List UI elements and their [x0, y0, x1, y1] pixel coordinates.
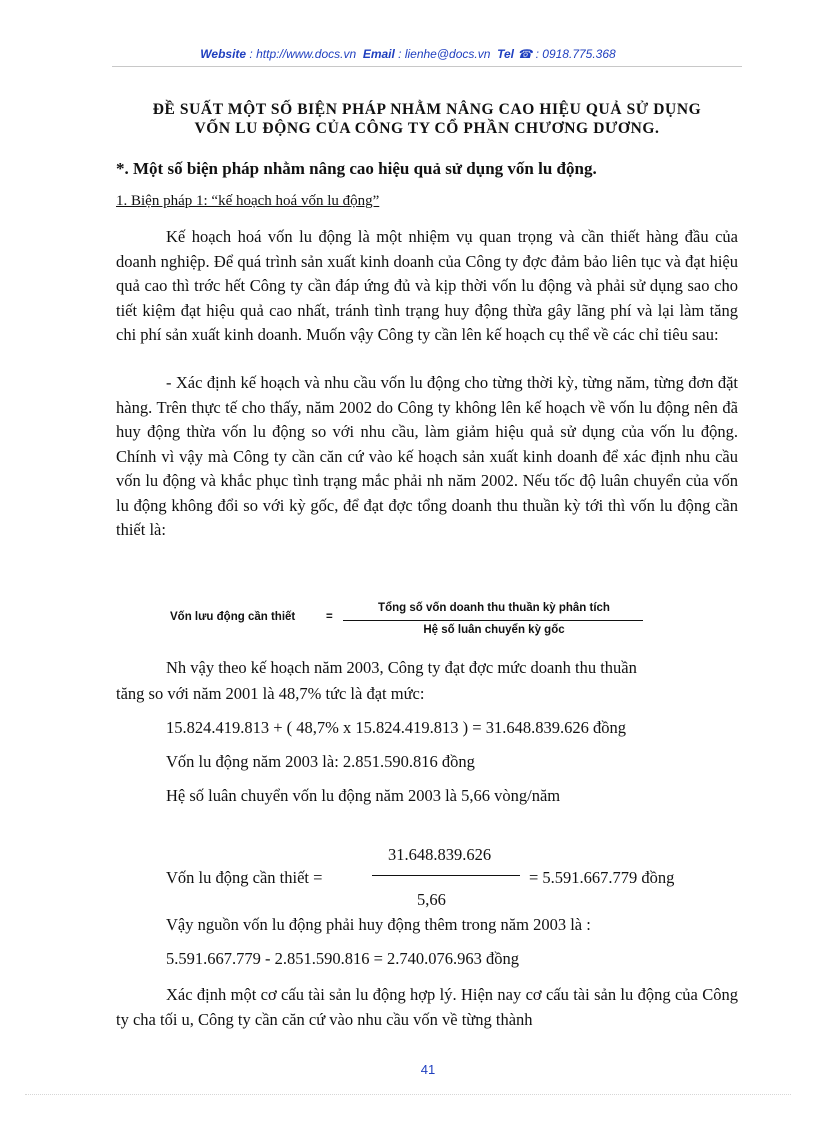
turnover-ratio-2003: Hệ số luân chuyển vốn lu động năm 2003 là 5,66 vòng/năm	[166, 786, 561, 805]
website-label: Website	[200, 47, 247, 61]
footer-divider	[25, 1094, 791, 1095]
formula-lhs: Vốn lưu động cần thiết	[170, 611, 296, 623]
paragraph-asset-structure: Xác định một cơ cấu tài sản lu động hợp lý. Hiện nay cơ cấu tài sản lu động của Công ty cha tối u, Công ty cần căn cứ vào nhu cầu vốn về từng thành	[116, 985, 738, 1029]
additional-capital-text: Vậy nguồn vốn lu động phải huy động thêm trong năm 2003 là :	[166, 915, 591, 934]
formula-fraction-bar	[343, 620, 643, 621]
plan-text-line-2: tăng so với năm 2001 là 48,7% tức là đạt mức:	[116, 684, 425, 703]
tel-value: : 0918.775.368	[532, 47, 616, 61]
header-divider	[112, 66, 742, 67]
tel-label: Tel	[497, 47, 514, 61]
paragraph-planning: Kế hoạch hoá vốn lu động là một nhiệm vụ quan trọng và cần thiết hàng đầu của doanh nghiệp. Để quá trình sản xuất kinh doanh của Công ty đợc đảm bảo liên tục và đạt hiệu quả cao thì trớc hết Công ty cần đáp ứng đủ và kịp thời vốn lu động và phải sử dụng sao cho tiết kiệm đạt hiệu quả cao nhất, tránh tình trạng huy động thừa gây lãng phí và lại làm tăng chi phí sản xuất kinh doanh. Muốn vậy Công ty cần lên kế hoạch cụ thể về các chỉ tiêu sau:	[116, 227, 738, 344]
website-value[interactable]: : http://www.docs.vn	[246, 47, 357, 61]
calc-denominator: 5,66	[417, 890, 446, 909]
page-header	[0, 47, 816, 61]
measure-subheading: 1. Biện pháp 1: “kế hoạch hoá vốn lu động”	[116, 193, 380, 209]
formula-denominator: Hệ số luân chuyển kỳ gốc	[423, 624, 565, 636]
calc-fraction-bar	[372, 875, 520, 876]
document-title-line-1: ĐỀ SUẤT MỘT SỐ BIỆN PHÁP NHẰM NÂNG CAO HIỆU QUẢ SỬ DỤNG	[152, 101, 702, 118]
additional-capital-calculation: 5.591.667.779 - 2.851.590.816 = 2.740.076.963 đồng	[166, 949, 520, 968]
plan-text-line-1: Nh vậy theo kế hoạch năm 2003, Công ty đạt đợc mức doanh thu thuần	[166, 658, 637, 677]
formula-numerator: Tổng số vốn doanh thu thuần kỳ phân tích	[378, 602, 610, 614]
email-value[interactable]: : lienhe@docs.vn	[394, 47, 491, 61]
formula-equals: =	[326, 611, 333, 623]
paragraph-determine-plan: - Xác định kế hoạch và nhu cầu vốn lu động cho từng thời kỳ, từng năm, từng đơn đặt hàng. Trên thực tế cho thấy, năm 2002 do Công ty không lên kế hoạch về vốn lu động nên đã huy động thừa vốn lu động so với nhu cầu, làm giảm hiệu quả sử dụng của vốn lu động. Chính vì vậy mà Công ty cần căn cứ vào kế hoạch sản xuất kinh doanh để xác định nhu cầu vốn lu động và khắc phục tình trạng mắc phải nh năm 2002. Nếu tốc độ luân chuyển của vốn lu động không đổi so với kỳ gốc, để đạt đợc tổng doanh thu thuần kỳ tới thì vốn lu động cần thiết là:	[116, 373, 738, 539]
working-capital-2003: Vốn lu động năm 2003 là: 2.851.590.816 đồng	[166, 752, 475, 771]
calc-result: = 5.591.667.779 đồng	[529, 868, 675, 887]
page-number: 41	[420, 1062, 436, 1077]
phone-icon: ☎	[517, 47, 533, 61]
document-title-line-2: VỐN LU ĐỘNG CỦA CÔNG TY CỔ PHẦN CHƯƠNG DƯƠNG.	[194, 120, 660, 137]
revenue-calculation: 15.824.419.813 + ( 48,7% x 15.824.419.813 ) = 31.648.839.626 đồng	[166, 718, 626, 737]
section-heading: *. Một số biện pháp nhằm nâng cao hiệu quả sử dụng vốn lu động.	[116, 159, 597, 178]
email-label: Email	[362, 47, 395, 61]
calc-lhs: Vốn lu động cần thiết =	[166, 868, 323, 887]
calc-numerator: 31.648.839.626	[388, 845, 492, 864]
